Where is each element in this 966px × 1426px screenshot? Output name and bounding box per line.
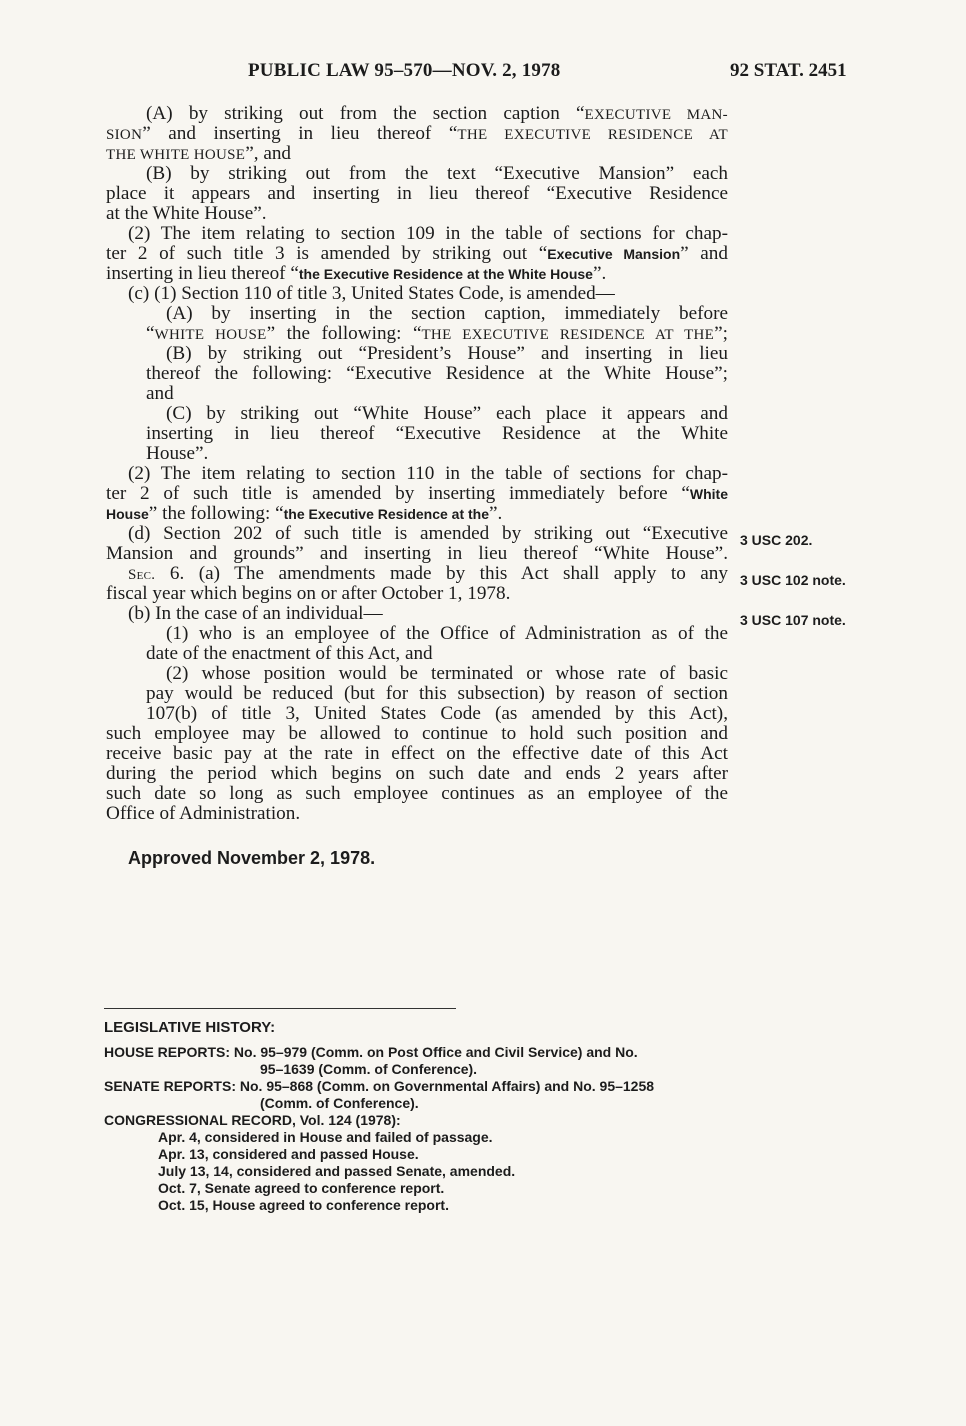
statute-body	[106, 104, 728, 824]
text-line: THE WHITE HOUSE”, and	[106, 143, 292, 164]
text-line: House”.	[146, 443, 209, 464]
text-line: (1) who is an employee of the Office of Administration as of the	[166, 623, 728, 644]
text-line: (C) by striking out “White House” each place it appears and	[166, 403, 728, 424]
text-line: (b) In the case of an individual—	[128, 603, 383, 624]
text-line: Sec. 6. (a) The amendments made by this Act shall apply to any	[128, 563, 728, 584]
senate-reports-continued: (Comm. of Conference).	[260, 1095, 419, 1111]
text-line: receive basic pay at the rate in effect on the effective date of this Act	[106, 743, 728, 764]
text-line: “WHITE HOUSE” the following: “THE EXECUTIVE RESIDENCE AT THE”;	[146, 323, 728, 344]
text-line: (B) by striking out from the text “Executive Mansion” each	[146, 163, 728, 184]
margin-note-3-usc-102: 3 USC 102 note.	[740, 572, 846, 588]
text-line: inserting in lieu thereof “the Executive Residence at the White House”.	[106, 263, 607, 284]
running-head	[0, 60, 966, 88]
text-line: House” the following: “the Executive Residence at the”.	[106, 503, 503, 524]
text-line: thereof the following: “Executive Residence at the White House”;	[146, 363, 728, 384]
text-line: inserting in lieu thereof “Executive Residence at the White	[146, 423, 728, 444]
margin-note-3-usc-107: 3 USC 107 note.	[740, 612, 846, 628]
text-line: and	[146, 383, 174, 404]
legislative-history-heading: LEGISLATIVE HISTORY:	[104, 1019, 276, 1036]
text-line: (A) by striking out from the section caption “EXECUTIVE MAN-	[146, 103, 728, 124]
record-item: Oct. 7, Senate agreed to conference report.	[158, 1180, 445, 1196]
text-line: during the period which begins on such date and ends 2 years after	[106, 763, 728, 784]
text-line: Office of Administration.	[106, 803, 301, 824]
house-reports-continued: 95–1639 (Comm. of Conference).	[260, 1061, 478, 1077]
text-line: (c) (1) Section 110 of title 3, United States Code, is amended—	[128, 283, 615, 304]
statute-page-number: 92 STAT. 2451	[730, 60, 847, 81]
text-line: fiscal year which begins on or after October 1, 1978.	[106, 583, 511, 604]
text-line: such date so long as such employee continues as an employee of the	[106, 783, 728, 804]
text-line: such employee may be allowed to continue to hold such position and	[106, 723, 728, 744]
running-head-title: PUBLIC LAW 95–570—NOV. 2, 1978	[248, 60, 561, 81]
approval-date: Approved November 2, 1978.	[128, 848, 376, 868]
text-line: SION” and inserting in lieu thereof “THE EXECUTIVE RESIDENCE AT	[106, 123, 728, 144]
record-item: Oct. 15, House agreed to conference report.	[158, 1197, 449, 1213]
congressional-record: CONGRESSIONAL RECORD, Vol. 124 (1978):	[104, 1112, 401, 1128]
text-line: Mansion and grounds” and inserting in lieu thereof “White House”.	[106, 543, 728, 564]
margin-note-3-usc-202: 3 USC 202.	[740, 532, 813, 548]
record-item: Apr. 4, considered in House and failed of passage.	[158, 1129, 493, 1145]
text-line: (2) whose position would be terminated or whose rate of basic	[166, 663, 728, 684]
text-line: 107(b) of title 3, United States Code (as amended by this Act),	[146, 703, 728, 724]
divider-rule	[104, 1008, 456, 1009]
text-line: ter 2 of such title is amended by inserting immediately before “White	[106, 483, 728, 504]
record-item: Apr. 13, considered and passed House.	[158, 1146, 419, 1162]
senate-reports: SENATE REPORTS: No. 95–868 (Comm. on Governmental Affairs) and No. 95–1258	[104, 1078, 655, 1094]
text-line: place it appears and inserting in lieu thereof “Executive Residence	[106, 183, 728, 204]
text-line: (A) by inserting in the section caption, immediately before	[166, 303, 728, 324]
text-line: (2) The item relating to section 109 in the table of sections for chap-	[128, 223, 728, 244]
text-line: (B) by striking out “President’s House” and inserting in lieu	[166, 343, 728, 364]
text-line: at the White House”.	[106, 203, 267, 224]
house-reports: HOUSE REPORTS: No. 95–979 (Comm. on Post Office and Civil Service) and No.	[104, 1044, 638, 1060]
text-line: date of the enactment of this Act, and	[146, 643, 433, 664]
text-line: ter 2 of such title 3 is amended by striking out “Executive Mansion” and	[106, 243, 728, 264]
legislative-history	[104, 1018, 734, 1214]
record-item: July 13, 14, considered and passed Senate, amended.	[158, 1163, 516, 1179]
text-line: (d) Section 202 of such title is amended by striking out “Executive	[128, 523, 728, 544]
text-line: (2) The item relating to section 110 in the table of sections for chap-	[128, 463, 728, 484]
text-line: pay would be reduced (but for this subsection) by reason of section	[146, 683, 728, 704]
